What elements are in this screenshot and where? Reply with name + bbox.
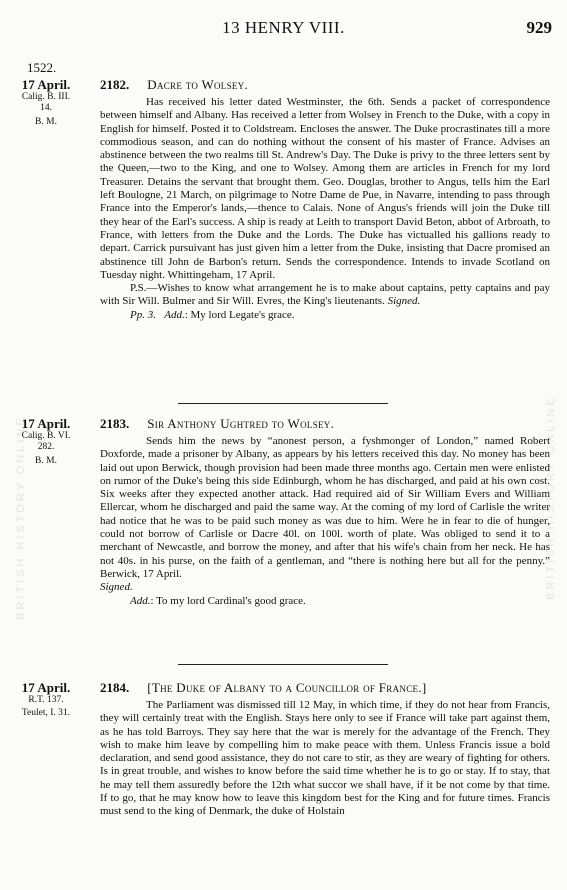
entry-paragraph: The Parliament was dismissed till 12 May, in which time, if they do not hear from Francis, they will certainly treat with the English. Stays here only to see if France will take part against them, as he has told Barroys. They say here that the war is merely for the advantage of the French. They wish to make him leave by compelling him to make peace with them. Unless Francis issue a bold declaration, and send good assistance, they do not care to stir, as they are weary of fighting for others. Is in great trouble, and wishes to know before the said time whether he is to go or stay. If to stay, that he may tell them assuredly before the 12th what succor we shall have, if it be not come by that time. If to go, that he may know how to leave this kingdom best for the King and for future times. Francis must send to the king of Denmark, the duke of Holstain [100,699,550,818]
entry-body [100,96,550,322]
postscript-text: P.S.—Wishes to know what arrangement he is to make about captains, petty captains and pay with Sir Will. Bulmer and Sir Will. Evres, the King's lieutenants. [100,282,550,308]
entry-title: [The Duke of Albany to a Councillor of France.] [147,680,427,695]
signed-line [100,581,550,594]
address-label: Add. [164,308,185,321]
entry-title: Sir Anthony Ughtred to Wolsey. [147,416,335,431]
address-text: : My lord Legate's grace. [184,308,295,321]
entry-ref: 14. [40,103,52,113]
entry-ref: R.T. 137. [28,695,64,705]
address-label: Add. [130,594,151,607]
page-number: 929 [526,18,552,37]
section-rule [178,664,388,665]
entry-date: 17 April. [21,77,71,92]
entry-postscript [100,282,550,309]
entry-note [100,595,550,608]
signed-mark: Signed. [100,581,133,594]
section-rule [178,403,388,404]
entry-library: Teulet, I. 31. [21,708,71,718]
entry-library: B. M. [35,456,57,466]
entry-ref: 282. [37,442,55,452]
entry-number: 2183. [100,416,130,431]
entry-title: Dacre to Wolsey. [147,77,249,92]
running-head-title: 13 HENRY VIII. [222,18,345,37]
running-head [0,18,567,40]
entry-paragraph: Has received his letter dated Westminster, the 6th. Sends a packet of correspondence between himself and Albany. Has received a letter from Wolsey in French to the Duke, with a copy in English for himself. Posted it to Coldstream. Encloses the answer. The Duke procrastinates till a more commodious season, and can do nothing without the consent of his master of France. Advises an abstinence between the two realms till St. Andrew's Day. The Duke is privy to the three letters sent by the Queen,—two to the King, and one to Wolsey. Among them are articles in French for my lord Treasurer. Detains the servant that brought them. Geo. Douglas, brother to Angus, tells him the Earl left Boulogne, 21 March, on pilgrimage to Notre Dame de Pue, in Navarre, intending to pass through France into the Emperor's lands,—thence to Calais. None of Angus's friends will join the Duke till they hear of the Earl's success. A ship is ready at Leith to transport David Beton, abbot of Arbroath, to France, with letters from the Duke and the Lords. The Duke has victualled his gallions ready to depart. Carrick pursuivant has just given him a letter from the Duke, insisting that Dacre promised an abstinence till John de Barbon's return. Sends the correspondence. Intends to invade Scotland on Tuesday night. Whittingeham, 17 April. [100,96,550,281]
year-label: 1522. [27,60,57,75]
entry-date: 17 April. [21,680,71,695]
entry-library: B. M. [35,117,57,127]
signed-mark: Signed. [387,295,421,308]
entry-number: 2182. [100,77,130,92]
entry-date: 17 April. [21,416,71,431]
entry-body [100,699,550,819]
entry-margin [0,416,92,467]
entry-heading [100,416,334,431]
entry-number: 2184. [100,680,130,695]
entry-note [100,309,550,322]
watermark: BRITISH HISTORY ONLINE [545,395,557,600]
entry-heading [100,680,427,695]
address-text: : To my lord Cardinal's good grace. [150,594,306,607]
entry-heading [100,77,248,92]
entry-ref: Calig. B. VI. [21,431,71,441]
entry-ref: Calig. B. III. [21,92,71,102]
watermark: BRITISH HISTORY ONLINE [15,415,27,620]
entry-margin [0,680,92,719]
pages-note: Pp. 3. [130,308,156,321]
entry-margin [0,77,92,128]
entry-paragraph: Sends him the news by “anonest person, a fyshmonger of London,” named Robert Doxforde, made a prisoner by Albany, as appears by his letters received this day. No money has been laid out upon Berwick, though provision had been made three months ago. Certain men were enlisted on rumor of the Duke's being this side Edinburgh, whom he has discharged, and paid at his own cost. Six weeks after they expected another attack. Had required aid of Sir William Evers and William Ellercar, whom he discharged and paid the same way. At the coming of my lord of Carlisle the writer had notice that he was to be paid such money as was due to him. Were he in fear to die of hunger, could not borrow of Carlisle or Dacre 40l. on 100l. worth of plate. Was obliged to send it to a merchant of Newcastle, and borrow the money, and after that his wife's chain from her neck. He has not 40s. in his purse, on the faith of a gentleman, and “there is nothing here but all for the penny.” Berwick, 17 April. [100,435,550,580]
entry-body [100,435,550,608]
